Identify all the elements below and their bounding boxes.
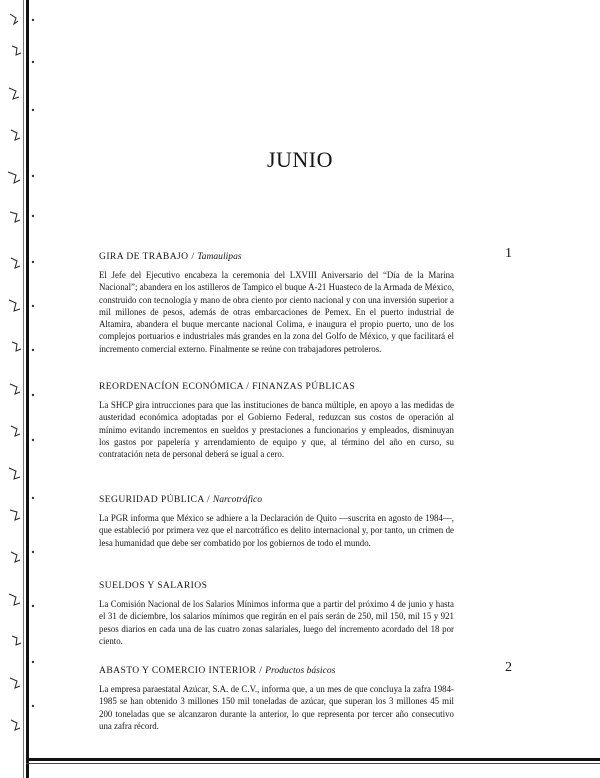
section-sueldos-y-salarios [99, 580, 454, 647]
section-seguridad-publica [99, 494, 454, 549]
section-reordenacion-economica [99, 381, 454, 460]
section-subheading: Tamaulipas [197, 251, 242, 262]
section-body: La empresa paraestatal Azúcar, S.A. de C.V., informa que, a un mes de que concluya la zafra 1984-1985 se han obtenido 3 millones 150 mil toneladas de azúcar, que superan los 3 millones 45 mil 200 toneladas que se alcanzaron durante la anterior, lo que representa por tercer año consecutivo una zafra récord. [99, 684, 454, 731]
page-title: JUNIO [266, 147, 334, 172]
section-heading [99, 251, 454, 262]
bottom-rule [26, 758, 600, 761]
binding-marks [0, 0, 36, 778]
section-abasto-y-comercio [99, 665, 454, 732]
section-body: La SHCP gira intrucciones para que las instituciones de banca múltiple, en apoyo a las medidas de austeridad económica adoptadas por el Gobierno Federal, reduzcan sus costos de operación al mínimo evitando incrementos en sueldos y prestaciones a funcionarios y empleados, disminuyan los gastos por papelería y arrendamiento de equipo y que, al término del año en curso, su contratación neta de personal deberá se igual a cero. [99, 400, 454, 460]
section-heading [99, 494, 454, 505]
section-body: El Jefe del Ejecutivo encabeza la ceremonia del LXVIII Aniversario del “Día de la Marina Nacional”; abandera en los astilleros de Tampico el buque A-21 Huasteco de la Armada de México, construido con tecnología y mano de obra ciento por ciento nacional y con una inversión superior a mil millones de pesos, además de otras embarcaciones de Pemex. En el puerto industrial de Altamira, abandera el buque mercante nacional Colima, e inaugura el propio puerto, uno de los complejos portuarios e industriales más grandes en la zona del Golfo de México, y que facilitará el incremento comercial externo. Finalmente se reúne con trabajadores petroleros. [99, 270, 454, 354]
bottom-rule-thin [26, 763, 600, 764]
section-heading-text: SUELDOS Y SALARIOS [99, 580, 208, 591]
section-heading-text: GIRA DE TRABAJO [99, 251, 189, 262]
section-heading [99, 381, 454, 392]
section-body: La Comisión Nacional de los Salarios Mínimos informa que a partir del próximo 4 de junio y hasta el 31 de diciembre, los salarios mínimos que regirán en el país serán de 250, mil 150, mil 15 y 921 pesos diarios en cada una de las cuatro zonas salariales, luego del incremento acordado del 18 por ciento. [99, 599, 454, 646]
section-heading-separator: / [188, 251, 198, 262]
section-heading-text: ABASTO Y COMERCIO INTERIOR [99, 665, 257, 676]
section-body: La PGR informa que México se adhiere a la Declaración de Quito —suscrita en agosto de 1984—, que estableció por primera vez que el narcotráfico es delito internacional y, por tanto, un crimen de lesa humanidad que debe ser combatido por los gobiernos de todo el mundo. [99, 513, 454, 548]
section-subheading: Narcotráfico [212, 494, 263, 505]
section-subheading: Productos básicos [265, 665, 336, 676]
section-heading-text: REORDENACÍON ECONÓMICA / FINANZAS PÚBLICAS [99, 381, 356, 392]
section-heading-separator: / [204, 494, 213, 505]
entry-number-2: 2 [505, 660, 512, 675]
section-heading [99, 580, 454, 591]
section-heading [99, 665, 454, 676]
section-heading-separator: / [256, 665, 266, 676]
entry-number-1: 1 [505, 246, 512, 261]
binding-edge [0, 0, 36, 778]
section-heading-text: SEGURIDAD PÚBLICA [99, 494, 205, 505]
section-gira-de-trabajo [99, 251, 454, 355]
